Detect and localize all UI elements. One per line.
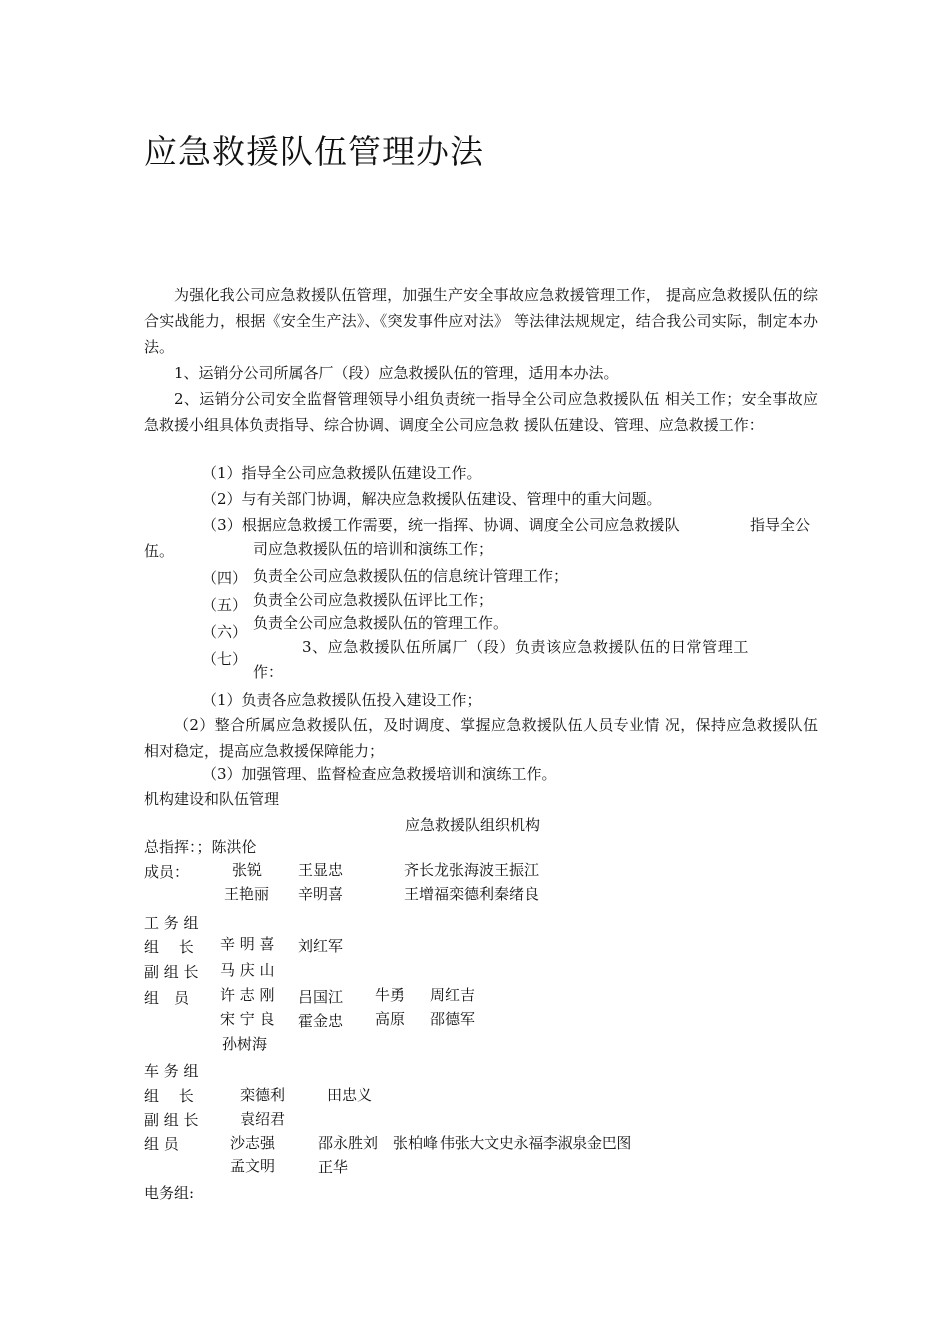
marker-7: （七）: [202, 650, 248, 668]
member-names-group: 齐长龙张海波王振江: [404, 861, 540, 879]
clause-3-wrap: 作：: [253, 663, 284, 681]
work-group-member-label: 组 员: [144, 989, 190, 1007]
car-group-member: 伟张大文史永福李淑泉金巴图: [440, 1134, 632, 1152]
work-group-leader-label: 组 长: [144, 938, 194, 956]
car-group-name: 车 务 组: [144, 1062, 199, 1080]
commander-line: 总指挥：；陈洪伦: [144, 838, 257, 856]
member-name: 王艳丽: [224, 885, 270, 903]
work-group-member: 许 志 刚: [220, 986, 275, 1004]
car-group-leader-label: 组 长: [144, 1087, 194, 1105]
work-group-member: 孙树海: [222, 1035, 268, 1053]
clause-2-sub-5: 负责全公司应急救援队伍评比工作；: [253, 591, 494, 609]
work-group-member: 周红吉: [430, 986, 476, 1004]
work-group-deputy-label: 副 组 长: [144, 963, 199, 981]
clause-2-sub-6: 负责全公司应急救援队伍的管理工作。: [253, 614, 509, 632]
marker-4: （四）: [202, 569, 248, 587]
member-name: 辛明喜: [298, 885, 344, 903]
clause-3-sub-3: （3）加强管理、监督检查应急救援培训和演练工作。: [202, 765, 557, 783]
section-heading: 机构建设和队伍管理: [144, 790, 280, 808]
members-label: 成员：: [144, 863, 190, 881]
marker-5: （五）: [202, 596, 248, 614]
car-group-member: 邵永胜刘: [318, 1134, 379, 1152]
clause-2-sub-2: （2）与有关部门协调，解决应急救援队伍建设、管理中的重大问题。: [202, 490, 662, 508]
clause-3-sub-1: （1）负责各应急救援队伍投入建设工作；: [202, 691, 482, 709]
car-group-member: 沙志强: [230, 1134, 276, 1152]
member-names-group: 王增福栾德利秦绪良: [404, 885, 540, 903]
clause-2: 2、运销分公司安全监督管理领导小组负责统一指导全公司应急救援队伍 相关工作；安全事故应急救援小组具体负责指导、综合协调、调度全公司应急救 援队伍建设、管理、应急救援工作：: [144, 390, 818, 434]
clause-3-sub-2: （2）整合所属应急救援队伍，及时调度、掌握应急救援队伍人员专业情 况，保持应急救援队伍相对稳定，提高应急救援保障能力；: [144, 716, 818, 760]
clause-2-sub-3-tail: 指导全公: [750, 516, 811, 534]
car-group-member: 正华: [318, 1158, 349, 1176]
marker-6: （六）: [202, 623, 248, 641]
work-group-member: 霍金忠: [298, 1012, 344, 1030]
car-group-member: 张柏峰: [393, 1134, 439, 1152]
electric-group-name: 电务组:: [144, 1184, 195, 1202]
car-group-member: 孟文明: [230, 1157, 276, 1175]
member-name: 王显忠: [298, 861, 344, 879]
intro-paragraph: 为强化我公司应急救援队伍管理，加强生产安全事故应急救援管理工作， 提高应急救援队伍的综合实战能力，根据《安全生产法》、《突发事件应对法》 等法律法规规定，结合我公司实际，制定本办法。: [144, 286, 818, 356]
clause-2-sub-4: 负责全公司应急救援队伍的信息统计管理工作；: [253, 567, 569, 585]
clause-1: 1、运销分公司所属各厂（段）应急救援队伍的管理，适用本办法。: [174, 364, 619, 382]
work-group-member: 高原: [375, 1010, 406, 1028]
work-group-name: 工 务 组: [144, 914, 199, 932]
work-group-member: 邵德军: [430, 1010, 476, 1028]
car-group-leader-2: 田忠义: [327, 1086, 373, 1104]
work-group-member: 牛勇: [375, 986, 406, 1004]
clause-2-sub-3-cont: 司应急救援队伍的培训和演练工作；: [253, 540, 494, 558]
car-group-member-label: 组 员: [144, 1135, 179, 1153]
clause-2-sub-3: （3）根据应急救援工作需要，统一指挥、协调、调度全公司应急救援队: [202, 516, 680, 534]
org-chart-title: 应急救援队组织机构: [405, 816, 541, 834]
clause-3: 3、应急救援队伍所属厂（段）负责该应急救援队伍的日常管理工: [302, 638, 749, 656]
work-group-member: 宋 宁 良: [220, 1010, 275, 1028]
clause-2-sub-3-wrap: 伍。: [144, 542, 175, 560]
work-group-member: 吕国江: [298, 988, 344, 1006]
member-name: 张锐: [232, 861, 263, 879]
car-group-deputy: 袁绍君: [240, 1110, 286, 1128]
clause-2-sub-1: （1）指导全公司应急救援队伍建设工作。: [202, 464, 482, 482]
car-group-deputy-label: 副 组 长: [144, 1111, 199, 1129]
work-group-leader-2: 刘红军: [298, 937, 344, 955]
work-group-leader: 辛 明 喜: [220, 935, 275, 953]
document-title: 应急救援队伍管理办法: [144, 132, 484, 171]
car-group-leader: 栾德利: [240, 1086, 286, 1104]
work-group-deputy: 马 庆 山: [220, 961, 275, 979]
